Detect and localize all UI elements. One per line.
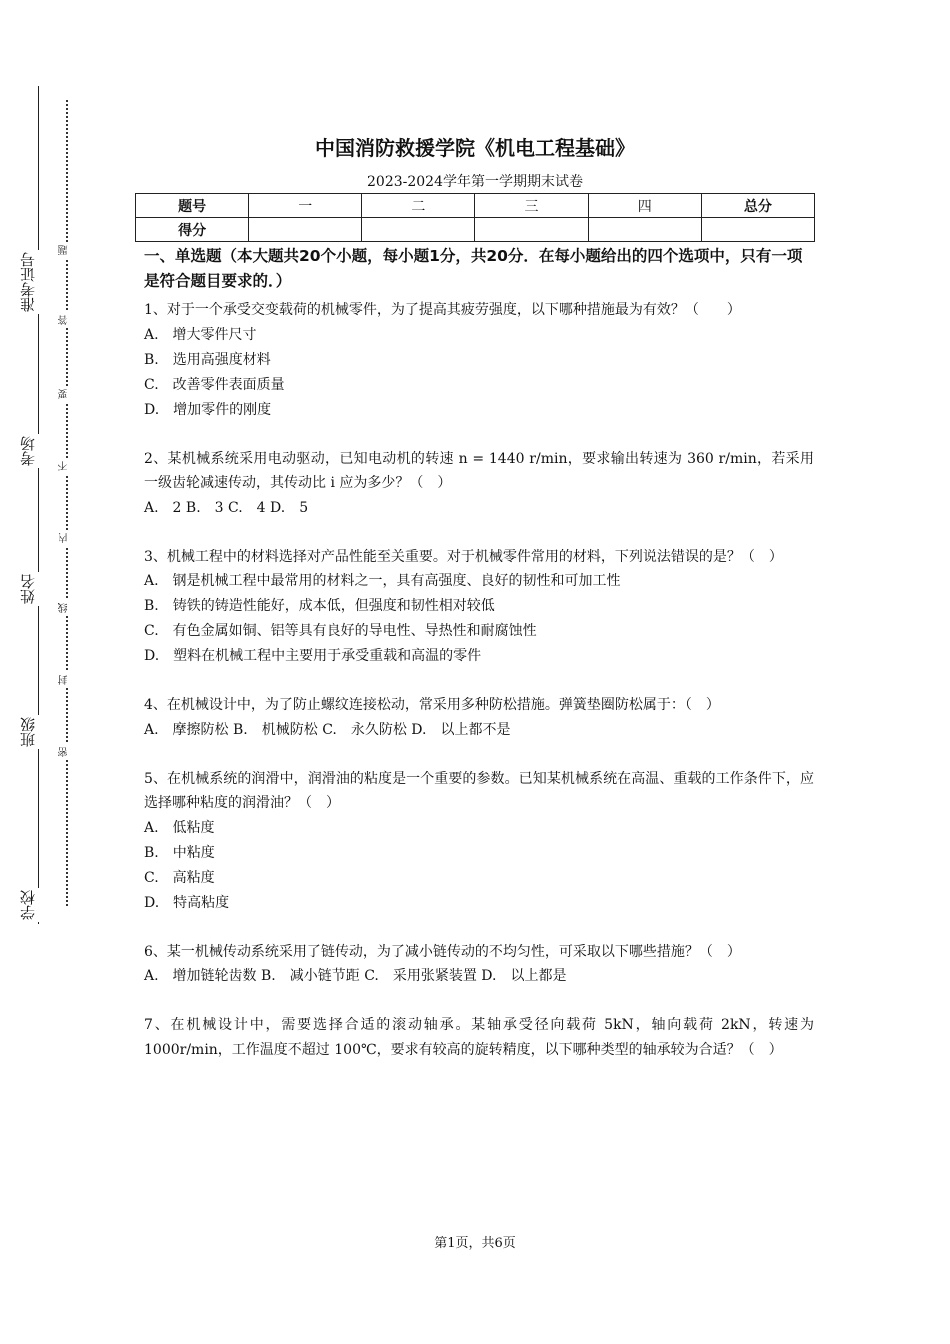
- seal-char: 要: [59, 386, 73, 402]
- score-cell: 三: [475, 194, 588, 218]
- question-stem: 6、某一机械传动系统采用了链传动，为了减小链传动的不均匀性，可采取以下哪些措施？（ ）: [144, 943, 741, 960]
- score-table: [135, 193, 815, 242]
- answer-option[interactable]: D. 特高粘度: [144, 894, 230, 911]
- answer-option[interactable]: A. 增加链轮齿数 B. 减小链节距 C. 采用张紧装置 D. 以上都是: [144, 968, 567, 984]
- answer-option[interactable]: C. 高粘度: [144, 869, 215, 886]
- answer-option[interactable]: C. 改善零件表面质量: [144, 376, 285, 393]
- page-subtitle: 2023-2024学年第一学期期末试卷: [367, 174, 583, 190]
- answer-option[interactable]: A. 摩擦防松 B. 机械防松 C. 永久防松 D. 以上都不是: [144, 721, 511, 738]
- label-exam-number: 准考证号: [20, 250, 40, 314]
- score-cell: 题号: [136, 194, 249, 218]
- answer-option[interactable]: C. 有色金属如铜、铝等具有良好的导电性、导热性和耐腐蚀性: [144, 623, 537, 639]
- seal-char: 内: [59, 530, 73, 546]
- label-class: 班级: [20, 715, 40, 749]
- page-title: 中国消防救援学院《机电工程基础》: [315, 136, 635, 160]
- question-stem: 3、机械工程中的材料选择对产品性能至关重要。对于机械零件常用的材料，下列说法错误的是？（ ）: [144, 548, 783, 565]
- binding-solid-line: [38, 86, 39, 924]
- score-input-cell[interactable]: [475, 218, 588, 242]
- question-5: [144, 767, 814, 916]
- answer-option[interactable]: D. 增加零件的刚度: [144, 401, 272, 418]
- binding-dotted-line: [66, 100, 68, 906]
- answer-option[interactable]: D. 塑料在机械工程中主要用于承受重载和高温的零件: [144, 648, 482, 664]
- answer-option[interactable]: A. 钢是机械工程中最常用的材料之一，具有高强度、良好的韧性和可加工性: [144, 573, 621, 589]
- score-input-cell[interactable]: [362, 218, 475, 242]
- section-heading: 一、单选题（本大题共20个小题，每小题1分，共20分．在每小题给出的四个选项中，只有一项是符合题目要求的．）: [144, 247, 803, 290]
- label-name: 姓名: [20, 572, 40, 606]
- answer-option[interactable]: B. 选用高强度材料: [144, 351, 271, 368]
- score-cell: 得分: [136, 218, 249, 242]
- score-table-header-row: [136, 194, 815, 218]
- answer-option[interactable]: A. 2 B. 3 C. 4 D. 5: [144, 499, 309, 516]
- question-stem: 7、在机械设计中，需要选择合适的滚动轴承。某轴承受径向载荷 5kN，轴向载荷 2kN，转速为 1000r/min，工作温度不超过 100℃，要求有较高的旋转精度，以下哪种类型的轴承较为合适？（ ）: [144, 1017, 814, 1058]
- score-cell: 总分: [701, 194, 814, 218]
- seal-char: 封: [59, 672, 73, 688]
- seal-char: 答: [59, 312, 73, 328]
- answer-option[interactable]: B. 铸铁的铸造性能好，成本低，但强度和韧性相对较低: [144, 598, 495, 614]
- answer-option[interactable]: A. 低粘度: [144, 819, 215, 836]
- question-list: [144, 298, 814, 1062]
- score-input-cell[interactable]: [701, 218, 814, 242]
- label-school: 学校: [20, 888, 40, 922]
- exam-content: [144, 244, 814, 1086]
- score-cell: 四: [588, 194, 701, 218]
- question-2: [144, 447, 814, 521]
- question-3: [144, 545, 814, 670]
- score-input-cell[interactable]: [249, 218, 362, 242]
- seal-char: 题: [59, 242, 73, 258]
- seal-char: 线: [59, 600, 73, 616]
- question-stem: 5、在机械系统的润滑中，润滑油的粘度是一个重要的参数。已知某机械系统在高温、重载的工作条件下，应选择哪种粘度的润滑油？（ ）: [144, 770, 814, 811]
- question-4: [144, 693, 814, 743]
- page-footer: 第1页，共6页: [434, 1236, 516, 1251]
- question-stem: 2、某机械系统采用电动驱动，已知电动机的转速 n = 1440 r/min，要求输出转速为 360 r/min，若采用一级齿轮减速传动，其传动比 i 应为多少？（ ）: [144, 450, 814, 491]
- score-cell: 二: [362, 194, 475, 218]
- score-input-cell[interactable]: [588, 218, 701, 242]
- question-6: [144, 940, 814, 990]
- question-1: [144, 298, 814, 423]
- question-stem: 4、在机械设计中，为了防止螺纹连接松动，常采用多种防松措施。弹簧垫圈防松属于：（ ）: [144, 697, 720, 713]
- score-cell: 一: [249, 194, 362, 218]
- answer-option[interactable]: B. 中粘度: [144, 844, 215, 861]
- seal-char: 密: [59, 744, 73, 760]
- answer-option[interactable]: A. 增大零件尺寸: [144, 326, 257, 343]
- question-7: [144, 1013, 814, 1062]
- label-exam-room: 考场: [20, 434, 40, 468]
- question-stem: 1、对于一个承受交变载荷的机械零件，为了提高其疲劳强度，以下哪种措施最为有效？（ ）: [144, 302, 741, 318]
- seal-char: 不: [59, 458, 73, 474]
- score-table-score-row: [136, 218, 815, 242]
